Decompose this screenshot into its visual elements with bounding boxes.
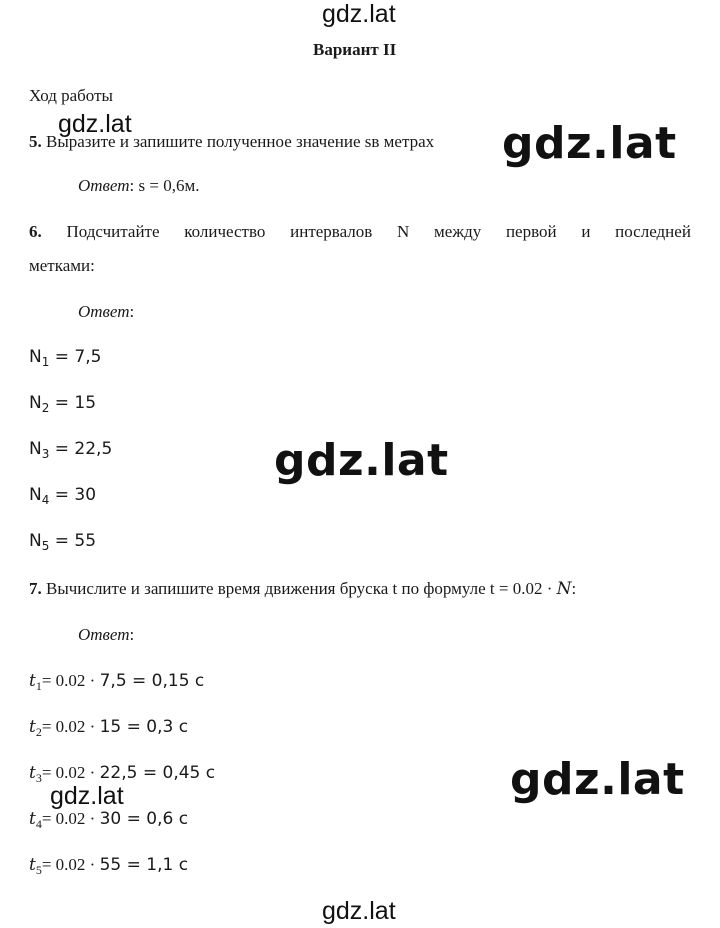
task6-number: 6. bbox=[29, 222, 42, 241]
t-value-row: $t_3= 0.02 \cdot 22,5 = 0,45$ с bbox=[29, 763, 216, 785]
task6-answer-label: Ответ bbox=[78, 302, 130, 321]
n-value-row: $N_2 = 15$ bbox=[29, 393, 97, 415]
n-value-row: $N_4 = 30$ bbox=[29, 485, 97, 507]
task7-number: 7. bbox=[29, 579, 42, 598]
t-value-row: $t_2= 0.02 \cdot 15 = 0,3$ с bbox=[29, 717, 189, 739]
task5-answer bbox=[78, 176, 199, 196]
n-value-row: $N_3 = 22,5$ bbox=[29, 439, 113, 461]
task5-number: 5. bbox=[29, 132, 42, 151]
t-value-row: $t_5= 0.02 \cdot 55 = 1,1$ с bbox=[29, 855, 189, 877]
task6-word: интервалов bbox=[290, 222, 373, 241]
task6-word: и bbox=[581, 222, 591, 241]
task6-line1 bbox=[29, 222, 691, 242]
watermark-middle: gdz.lat bbox=[274, 435, 449, 486]
task6-word: между bbox=[434, 222, 482, 241]
task6-word: последней bbox=[615, 222, 691, 241]
task7-text: Вычислите и запишите время движения бруска t по формуле t = 0.02 · bbox=[46, 579, 557, 598]
task5-line bbox=[29, 132, 434, 152]
task6-answer: Ответ: bbox=[78, 302, 135, 321]
task7-answer: Ответ: bbox=[78, 625, 135, 644]
watermark-lower-left: gdz.lat bbox=[50, 782, 124, 810]
task7-line: 7. Вычислите и запишите время движения бруска t по формуле t = 0.02 · N: bbox=[29, 579, 577, 599]
section-heading: Ход работы bbox=[29, 86, 113, 105]
watermark-lower-right: gdz.lat bbox=[510, 754, 685, 805]
task6-word: количество bbox=[184, 222, 266, 241]
n-value-row: $N_5 = 55$ bbox=[29, 531, 97, 553]
watermark-top: gdz.lat bbox=[322, 0, 396, 28]
n-value-row: $N_1 = 7,5$ bbox=[29, 347, 102, 369]
page-title: Вариант II bbox=[313, 40, 397, 59]
task6-line2: метками: bbox=[29, 256, 95, 275]
task6-word: первой bbox=[505, 222, 557, 241]
task5-answer-label: Ответ bbox=[78, 176, 130, 195]
t-value-row: $t_1= 0.02 \cdot 7,5 = 0,15$ с bbox=[29, 671, 205, 693]
watermark-upper-right: gdz.lat bbox=[502, 118, 677, 169]
t-value-row: $t_4= 0.02 \cdot 30 = 0,6$ с bbox=[29, 809, 189, 831]
task5-text: Выразите и запишите полученное значение sв метрах bbox=[46, 132, 435, 151]
watermark-bottom: gdz.lat bbox=[322, 897, 396, 925]
task7-answer-label: Ответ bbox=[78, 625, 130, 644]
task5-answer-value: : s = 0,6м. bbox=[129, 176, 200, 195]
task7-formula-var: N bbox=[556, 579, 572, 599]
watermark-upper-left: gdz.lat bbox=[58, 110, 132, 138]
task6-word: Подсчитайте bbox=[66, 222, 160, 241]
task6-word: N bbox=[397, 222, 410, 241]
